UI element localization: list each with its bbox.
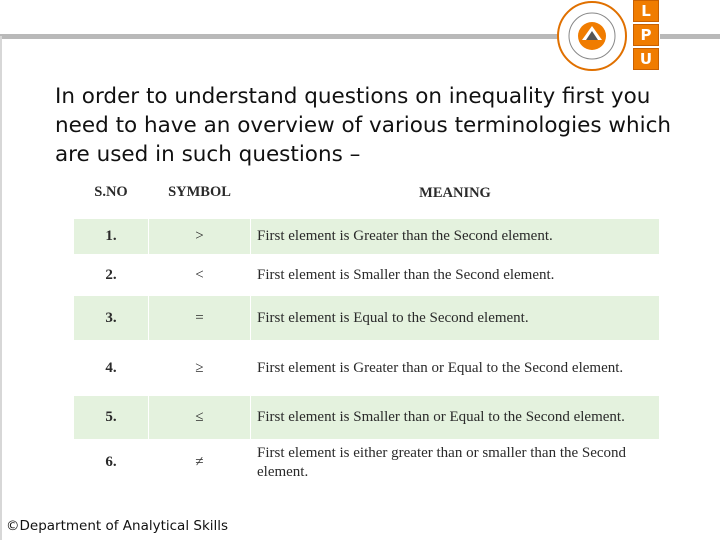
cell-meaning: First element is Equal to the Second element.	[251, 296, 660, 341]
cell-sno: 5.	[74, 396, 149, 440]
table-row	[74, 296, 660, 341]
cell-sno: 2.	[74, 255, 149, 296]
cell-symbol: ≤	[149, 396, 251, 440]
cell-sno: 6.	[74, 440, 149, 486]
table-row	[74, 255, 660, 296]
cell-sno: 3.	[74, 296, 149, 341]
header-rule	[0, 34, 558, 39]
intro-paragraph: In order to understand questions on inequality first you need to have an overview of various terminologies which are used in such questions –	[55, 84, 672, 167]
cell-sno: 4.	[74, 341, 149, 396]
lpu-tile-p: P	[633, 24, 659, 46]
table-row	[74, 341, 660, 396]
table-row	[74, 440, 660, 486]
table-row	[74, 219, 660, 255]
cell-meaning: First element is either greater than or smaller than the Second element.	[251, 440, 660, 486]
cell-meaning: First element is Smaller than or Equal to the Second element.	[251, 396, 660, 440]
header-sno: S.NO	[74, 181, 149, 219]
header-meaning: MEANING	[251, 181, 660, 219]
inequality-symbols-table	[73, 180, 660, 486]
lpu-tile-l: L	[633, 0, 659, 22]
cell-sno: 1.	[74, 219, 149, 255]
cell-meaning: First element is Smaller than the Second element.	[251, 255, 660, 296]
footer-copyright: ©Department of Analytical Skills	[6, 518, 229, 534]
lpu-tile-u: U	[633, 48, 659, 70]
left-rule	[0, 36, 2, 540]
cell-symbol: ≠	[149, 440, 251, 486]
cell-meaning: First element is Greater than the Second element.	[251, 219, 660, 255]
header-symbol: SYMBOL	[149, 181, 251, 219]
cell-symbol: ≥	[149, 341, 251, 396]
cell-symbol: =	[149, 296, 251, 341]
table-header-row	[74, 181, 660, 219]
university-seal-logo	[556, 0, 628, 72]
cell-symbol: >	[149, 219, 251, 255]
cell-meaning: First element is Greater than or Equal to the Second element.	[251, 341, 660, 396]
lpu-logo	[633, 0, 659, 72]
header-rule-right	[660, 34, 720, 39]
cell-symbol: <	[149, 255, 251, 296]
table-row	[74, 396, 660, 440]
